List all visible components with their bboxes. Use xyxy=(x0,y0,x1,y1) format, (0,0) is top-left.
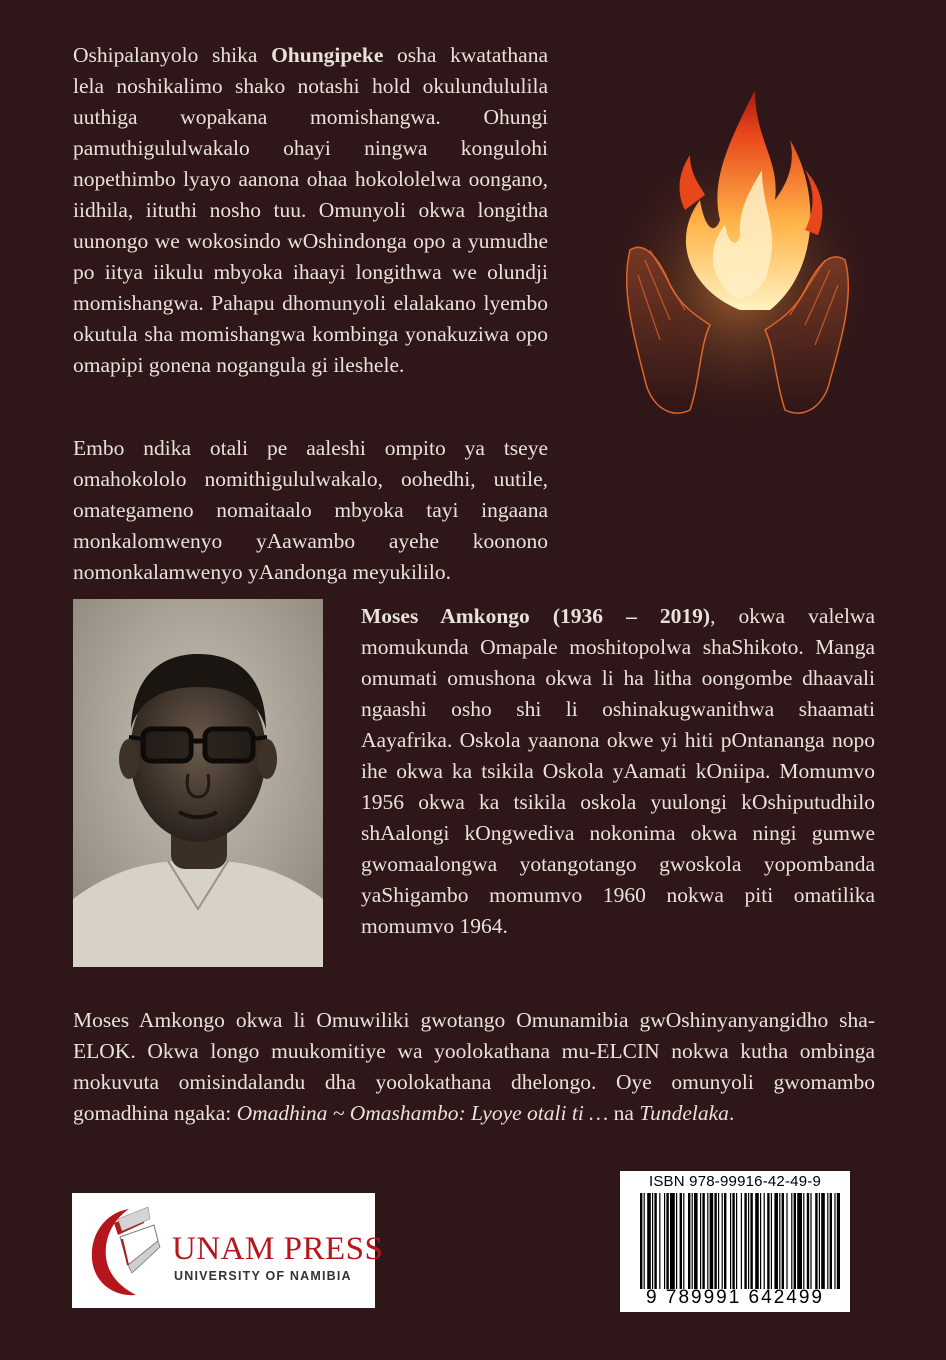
barcode-bar xyxy=(782,1193,784,1289)
barcode-bar xyxy=(652,1193,653,1289)
isbn-label: ISBN 978-99916-42-49-9 xyxy=(648,1173,821,1190)
barcode-bar xyxy=(748,1193,749,1289)
author-bio-text: , okwa valelwa momukunda Omapale moshitopolwa shaShikoto. Manga omumati omushona okwa li ha litha oongombe dhaavali ngaashi osho shi li oshinakugwanithwa shaamati Aayafrika. Oskola yaanona okwe yi hiti pOntananga nopo ihe okwa ka tsikila Oskola yAamati kOniipa. Momumvo 1956 okwa ka tsikila oskola yuulongi kOshiputudhilo shAalongi kOngwediva nokonima okwa ningi gumwe gwomaalongwa yotangotango gwoskola yopombanda yaShigambo momumvo 1960 nokwa piti omatilika momumvo 1964. xyxy=(361,604,876,938)
barcode-bar xyxy=(683,1193,684,1289)
blurb-paragraph-1 xyxy=(73,40,548,381)
book-title-2: Tundelaka xyxy=(639,1101,729,1125)
publisher-name: UNAM PRESS xyxy=(172,1231,384,1267)
blurb-p1-start: Oshipalanyolo shika xyxy=(73,43,272,67)
barcode-bar xyxy=(640,1193,642,1289)
barcode-bar xyxy=(666,1193,668,1289)
blurb-paragraph-2: Embo ndika otali pe aaleshi ompito ya tseye omahokololo nomithigululwakalo, oohedhi, uutile, omategameno nomaitaalo mbyoka tayi ingaana monkalomwenyo yAawambo ayehe koonono nomonkalamwenyo yAandonga meyukililo. xyxy=(73,436,548,584)
barcode-bar xyxy=(692,1193,693,1289)
author-works-paragraph xyxy=(73,1005,875,1129)
barcode-bar xyxy=(718,1193,719,1289)
barcode-bar xyxy=(764,1193,765,1289)
barcode-bar xyxy=(821,1193,825,1289)
works-connector: na xyxy=(608,1101,640,1125)
publisher-logo xyxy=(72,1193,384,1308)
author-photo xyxy=(73,599,323,967)
barcode-bar xyxy=(807,1193,809,1289)
book-title-bold: Ohungipeke xyxy=(271,43,384,67)
isbn-barcode xyxy=(620,1171,850,1312)
barcode-bar xyxy=(797,1193,802,1289)
barcode-bar xyxy=(644,1193,645,1289)
barcode-bar xyxy=(732,1193,734,1289)
author-biography xyxy=(361,601,875,942)
book-title-1: Omadhina ~ Omashambo: Lyoye otali ti … xyxy=(236,1101,609,1125)
unam-press-emblem-icon xyxy=(84,1201,174,1299)
barcode-bar xyxy=(654,1193,656,1289)
barcode-bar xyxy=(774,1193,778,1289)
barcode-digits: 9 789991 642499 xyxy=(646,1287,824,1308)
barcode-bar xyxy=(670,1193,675,1289)
barcode-bar xyxy=(688,1193,690,1289)
barcode-bar xyxy=(779,1193,780,1289)
barcode-bar xyxy=(794,1193,796,1289)
barcode-bar xyxy=(819,1193,820,1289)
barcode-bar xyxy=(676,1193,677,1289)
barcode-bar xyxy=(659,1193,660,1289)
barcode-bar xyxy=(694,1193,698,1289)
publisher-subtitle: UNIVERSITY OF NAMIBIA xyxy=(174,1269,352,1283)
barcode-bar xyxy=(815,1193,817,1289)
barcode-bar xyxy=(837,1193,840,1289)
barcode-bar xyxy=(810,1193,811,1289)
barcode-bar xyxy=(714,1193,716,1289)
barcode-bar xyxy=(755,1193,759,1289)
barcode-bar xyxy=(791,1193,792,1289)
barcode-bar xyxy=(724,1193,726,1289)
barcode-bar xyxy=(760,1193,761,1289)
barcode-bar xyxy=(803,1193,804,1289)
barcode-bar xyxy=(786,1193,787,1289)
barcode-bar xyxy=(771,1193,772,1289)
flame-hands-illustration xyxy=(590,60,880,440)
works-intro: Moses Amkongo okwa li Omuwiliki gwotango Omunamibia gwOshinyanyangidho sha-ELOK. Okwa longo muukomitiye wa yoolokathana mu-ELCIN nokwa kutha ombinga mokuvuta omisindalandu dha yoolokathana dhelongo. Oye omunyoli gwomambo gomadhina ngaka: xyxy=(73,1008,875,1125)
works-end: . xyxy=(728,1101,735,1125)
barcode-bar xyxy=(710,1193,714,1289)
barcode-bar xyxy=(700,1193,701,1289)
barcode-bar xyxy=(767,1193,769,1289)
barcode-bar xyxy=(827,1193,828,1289)
barcode-bar xyxy=(744,1193,746,1289)
barcode-bar xyxy=(680,1193,682,1289)
barcode-bar xyxy=(750,1193,752,1289)
barcode-bar xyxy=(707,1193,708,1289)
author-name-years: Moses Amkongo (1936 – 2019) xyxy=(361,604,711,628)
barcode-bar xyxy=(834,1193,835,1289)
barcode-bar xyxy=(730,1193,731,1289)
barcode-bar xyxy=(736,1193,737,1289)
barcode-bar xyxy=(741,1193,742,1289)
barcode-bar xyxy=(830,1193,832,1289)
barcode-bar xyxy=(722,1193,723,1289)
blurb-p1-rest: osha kwatathana lela noshikalimo shako notashi hold okulundululila uuthiga wopakana momishangwa. Ohungi pamuthigululwakalo ohayi ningwa kongulohi nopethimbo lyayo aanona ohaa hokololelwa oongano, iidhila, iituthi nosho tuu. Omunyoli okwa longitha uunongo we wokosindo wOshindonga opo a yumudhe po iitya iikulu mbyoka ihaayi longithwa we olundji momishangwa. Pahapu dhomunyoli elalakano lyembo okutula sha momishangwa kombinga yonakuziwa opo omapipi gonena nogangula gi ileshele. xyxy=(73,43,548,377)
barcode-bars xyxy=(640,1193,840,1289)
barcode-bar xyxy=(702,1193,704,1289)
barcode-bar xyxy=(647,1193,651,1289)
barcode-bar xyxy=(664,1193,665,1289)
